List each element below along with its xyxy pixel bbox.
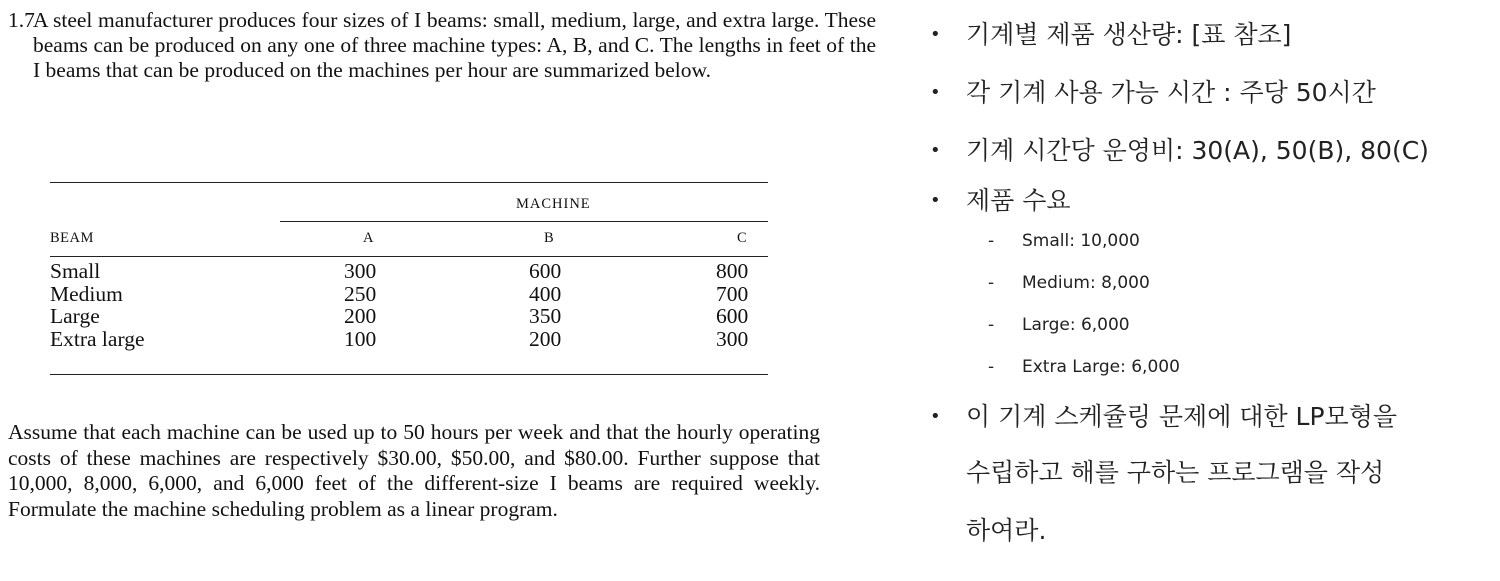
cell-b: 350 — [529, 304, 562, 328]
task-line: 이 기계 스케쥴링 문제에 대한 LP모형을 — [966, 402, 1397, 431]
column-header-rule — [50, 256, 768, 257]
beam-machine-table — [50, 182, 768, 351]
cell-b: 600 — [529, 259, 562, 283]
table-row — [50, 283, 768, 306]
machine-group-header: MACHINE — [516, 196, 591, 212]
demand-text: Extra Large: 6,000 — [1022, 357, 1180, 377]
demand-text: Small: 10,000 — [1022, 231, 1140, 251]
task-line: 하여라. — [966, 516, 1047, 545]
cell-c: 700 — [716, 281, 749, 306]
bullet-icon: • — [930, 82, 941, 103]
bullet-text: 기계 시간당 운영비: 30(A), 50(B), 80(C) — [966, 136, 1429, 165]
bullet-icon: • — [930, 190, 941, 211]
cell-a: 250 — [344, 281, 377, 306]
problem-number: 1.7 — [8, 8, 35, 32]
problem-intro-text: A steel manufacturer produces four sizes of I beams: small, medium, large, and extra large. These beams can be produced on any one of three machine types: A, B, and C. The lengths in feet of the I beams that can be produced on the machines per hour are summarized below. — [33, 8, 876, 82]
beam-name: Extra large — [50, 326, 145, 351]
problem-intro — [8, 8, 876, 83]
beam-name: Small — [50, 259, 101, 283]
cell-a: 300 — [344, 259, 377, 283]
cell-b: 400 — [529, 281, 562, 306]
demand-text: Medium: 8,000 — [1022, 273, 1150, 293]
bullet-text: 각 기계 사용 가능 시간 : 주당 50시간 — [966, 78, 1376, 107]
group-header-rule — [280, 221, 768, 222]
table-row — [50, 260, 768, 283]
column-header-b: B — [544, 230, 555, 246]
problem-paragraph: Assume that each machine can be used up to 50 hours per week and that the hourly operating costs of these machines are respectively $30.00, $50.00, and $80.00. Further suppose that 10,000, 8,000, 6,000, and 6,000 feet of the different-size I beams are required weekly. Formulate the machine scheduling problem as a linear program. — [8, 420, 820, 521]
bullet-icon: • — [930, 24, 941, 45]
bullet-text: 제품 수요 — [966, 186, 1071, 215]
column-header-a: A — [363, 230, 374, 246]
bullet-icon: • — [930, 140, 941, 161]
cell-a: 200 — [344, 304, 377, 328]
cell-c: 300 — [716, 326, 749, 351]
dash-icon: - — [988, 357, 995, 377]
table-body — [50, 260, 768, 350]
beam-name: Large — [50, 304, 100, 328]
cell-c: 800 — [716, 259, 749, 283]
cell-a: 100 — [344, 326, 377, 351]
table-row — [50, 328, 768, 351]
bullet-icon: • — [930, 406, 941, 427]
bullet-text: 기계별 제품 생산량: [표 참조] — [966, 20, 1292, 49]
table-row — [50, 305, 768, 328]
cell-b: 200 — [529, 326, 562, 351]
beam-column-header: BEAM — [50, 230, 94, 246]
dash-icon: - — [988, 273, 995, 293]
dash-icon: - — [988, 231, 995, 251]
column-header-c: C — [737, 230, 748, 246]
dash-icon: - — [988, 315, 995, 335]
task-line: 수립하고 해를 구하는 프로그램을 작성 — [966, 458, 1385, 487]
cell-c: 600 — [716, 304, 749, 328]
table-bottom-rule — [50, 374, 768, 375]
table-top-rule — [50, 182, 768, 183]
beam-name: Medium — [50, 281, 123, 306]
demand-text: Large: 6,000 — [1022, 315, 1130, 335]
